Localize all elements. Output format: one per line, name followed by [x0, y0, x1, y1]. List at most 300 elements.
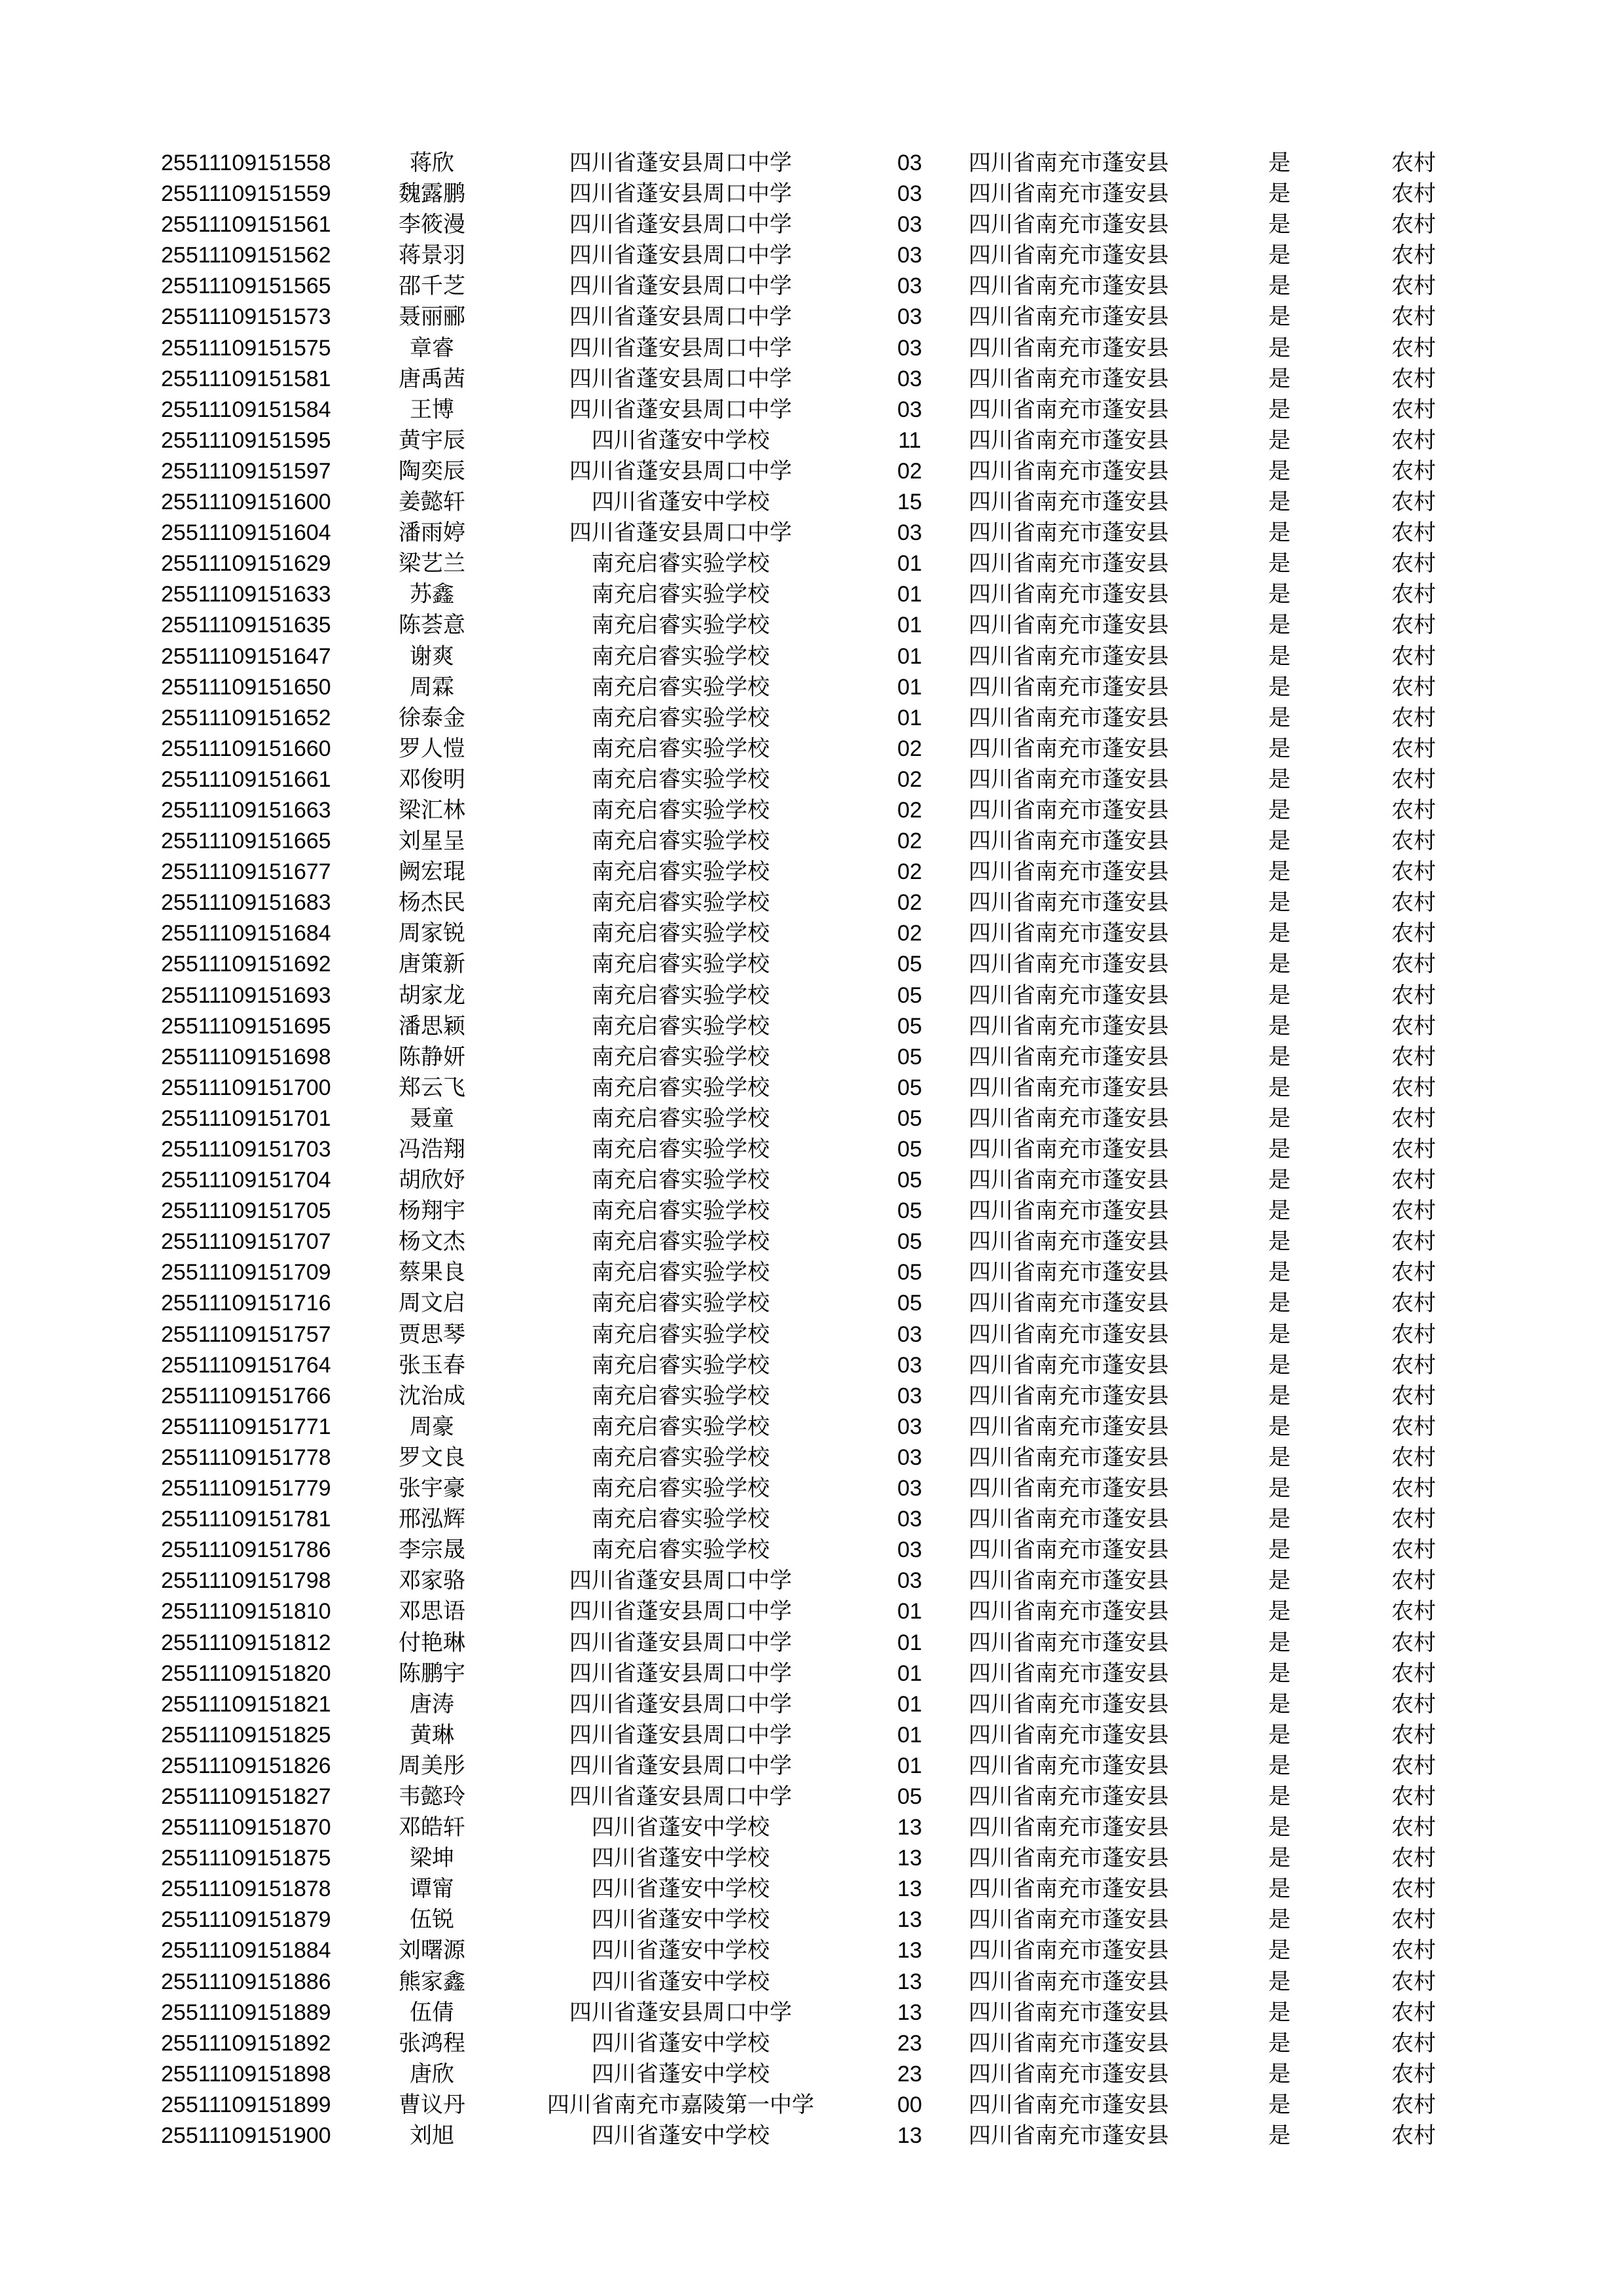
class-cell: 13 [897, 2123, 922, 2148]
residence-type-cell: 农村 [1391, 427, 1436, 453]
school-cell: 南充启睿实验学校 [592, 674, 770, 700]
region-cell: 四川省南充市蓬安县 [969, 2030, 1169, 2056]
table-row [0, 1073, 1623, 1103]
table-row [0, 857, 1623, 888]
class-cell: 01 [897, 1630, 922, 1655]
school-cell: 南充启睿实验学校 [592, 1168, 770, 1193]
exam-number-cell: 25511109151786 [161, 1537, 331, 1563]
student-name-cell: 唐策新 [399, 952, 465, 977]
table-row [0, 672, 1623, 703]
region-cell: 四川省南充市蓬安县 [969, 582, 1169, 607]
student-name-cell: 邵千芝 [399, 274, 465, 299]
student-name-cell: 贾思琴 [399, 1321, 465, 1347]
school-cell: 四川省蓬安县周口中学 [569, 1784, 792, 1809]
student-name-cell: 梁坤 [410, 1846, 454, 1871]
student-name-cell: 付艳琳 [399, 1630, 465, 1655]
region-cell: 四川省南充市蓬安县 [969, 1938, 1169, 1964]
region-cell: 四川省南充市蓬安县 [969, 766, 1169, 792]
table-row [0, 1350, 1623, 1381]
school-cell: 南充启睿实验学校 [592, 797, 770, 823]
exam-number-cell: 25511109151779 [161, 1476, 331, 1501]
region-cell: 四川省南充市蓬安县 [969, 151, 1169, 175]
residence-type-cell: 农村 [1391, 829, 1436, 854]
region-cell: 四川省南充市蓬安县 [969, 212, 1169, 238]
status-flag-cell: 是 [1268, 1784, 1291, 1809]
table-row [0, 1288, 1623, 1319]
residence-type-cell: 农村 [1391, 1722, 1436, 1748]
class-cell: 01 [897, 582, 922, 607]
residence-type-cell: 农村 [1391, 2061, 1436, 2087]
class-cell: 01 [897, 1753, 922, 1778]
region-cell: 四川省南充市蓬安县 [969, 427, 1169, 453]
school-cell: 四川省蓬安县周口中学 [569, 151, 792, 175]
residence-type-cell: 农村 [1391, 705, 1436, 730]
table-row [0, 1659, 1623, 1689]
region-cell: 四川省南充市蓬安县 [969, 736, 1169, 761]
region-cell: 四川省南充市蓬安县 [969, 335, 1169, 361]
table-row [0, 395, 1623, 425]
table-row [0, 826, 1623, 857]
student-name-cell: 刘星呈 [399, 829, 465, 854]
student-name-cell: 聂丽郦 [399, 304, 465, 330]
class-cell: 05 [897, 1198, 922, 1224]
student-name-cell: 徐泰金 [399, 705, 465, 730]
exam-number-cell: 25511109151700 [161, 1075, 331, 1100]
table-row [0, 1165, 1623, 1196]
status-flag-cell: 是 [1268, 1568, 1291, 1594]
region-cell: 四川省南充市蓬安县 [969, 2092, 1169, 2117]
status-flag-cell: 是 [1268, 1969, 1291, 1994]
class-cell: 02 [897, 797, 922, 823]
school-cell: 四川省蓬安县周口中学 [569, 366, 792, 391]
exam-number-cell: 25511109151899 [161, 2092, 331, 2117]
student-name-cell: 潘雨婷 [399, 520, 465, 546]
student-name-cell: 章睿 [410, 335, 454, 361]
region-cell: 四川省南充市蓬安县 [969, 490, 1169, 515]
student-name-cell: 伍倩 [410, 2000, 454, 2025]
region-cell: 四川省南充市蓬安县 [969, 797, 1169, 823]
residence-type-cell: 农村 [1391, 1876, 1436, 1902]
region-cell: 四川省南充市蓬安县 [969, 1414, 1169, 1439]
class-cell: 03 [897, 243, 922, 268]
class-cell: 15 [897, 490, 922, 515]
region-cell: 四川省南充市蓬安县 [969, 1969, 1169, 1994]
student-name-cell: 陈荟意 [399, 613, 465, 638]
school-cell: 南充启睿实验学校 [592, 982, 770, 1008]
data-table [0, 148, 1623, 2151]
student-name-cell: 谭甯 [410, 1876, 454, 1902]
status-flag-cell: 是 [1268, 151, 1291, 175]
exam-number-cell: 25511109151825 [161, 1722, 331, 1748]
class-cell: 05 [897, 1013, 922, 1039]
student-name-cell: 陈鹏宇 [399, 1660, 465, 1686]
table-row [0, 1381, 1623, 1412]
school-cell: 四川省蓬安中学校 [592, 2030, 770, 2056]
residence-type-cell: 农村 [1391, 643, 1436, 669]
student-name-cell: 姜懿轩 [399, 490, 465, 515]
table-row [0, 548, 1623, 579]
exam-number-cell: 25511109151778 [161, 1444, 331, 1470]
residence-type-cell: 农村 [1391, 304, 1436, 330]
status-flag-cell: 是 [1268, 490, 1291, 515]
table-row [0, 703, 1623, 734]
residence-type-cell: 农村 [1391, 1383, 1436, 1408]
status-flag-cell: 是 [1268, 1013, 1291, 1039]
table-row [0, 1751, 1623, 1782]
table-row [0, 1412, 1623, 1443]
student-name-cell: 周霖 [410, 674, 454, 700]
table-row [0, 1782, 1623, 1812]
residence-type-cell: 农村 [1391, 1229, 1436, 1255]
student-name-cell: 谢爽 [410, 643, 454, 669]
school-cell: 南充启睿实验学校 [592, 1537, 770, 1563]
residence-type-cell: 农村 [1391, 1352, 1436, 1378]
table-row [0, 333, 1623, 364]
exam-number-cell: 25511109151595 [161, 427, 331, 453]
status-flag-cell: 是 [1268, 1075, 1291, 1100]
table-row [0, 179, 1623, 209]
school-cell: 四川省蓬安县周口中学 [569, 1722, 792, 1748]
exam-number-cell: 25511109151781 [161, 1507, 331, 1532]
table-row [0, 1596, 1623, 1627]
residence-type-cell: 农村 [1391, 274, 1436, 299]
status-flag-cell: 是 [1268, 1352, 1291, 1378]
school-cell: 四川省蓬安县周口中学 [569, 1660, 792, 1686]
class-cell: 11 [898, 427, 921, 453]
student-name-cell: 刘旭 [410, 2123, 454, 2148]
exam-number-cell: 25511109151695 [161, 1013, 331, 1039]
exam-number-cell: 25511109151766 [161, 1383, 331, 1408]
status-flag-cell: 是 [1268, 1260, 1291, 1285]
region-cell: 四川省南充市蓬安县 [969, 921, 1169, 946]
region-cell: 四川省南充市蓬安县 [969, 1321, 1169, 1347]
class-cell: 03 [897, 366, 922, 391]
region-cell: 四川省南充市蓬安县 [969, 551, 1169, 577]
region-cell: 四川省南充市蓬安县 [969, 304, 1169, 330]
class-cell: 03 [897, 1507, 922, 1532]
school-cell: 四川省蓬安县周口中学 [569, 1630, 792, 1655]
student-name-cell: 周美彤 [399, 1753, 465, 1778]
status-flag-cell: 是 [1268, 2061, 1291, 2087]
status-flag-cell: 是 [1268, 890, 1291, 916]
residence-type-cell: 农村 [1391, 551, 1436, 577]
student-name-cell: 邢泓辉 [399, 1507, 465, 1532]
school-cell: 四川省蓬安县周口中学 [569, 274, 792, 299]
school-cell: 南充启睿实验学校 [592, 613, 770, 638]
school-cell: 四川省蓬安县周口中学 [569, 243, 792, 268]
region-cell: 四川省南充市蓬安县 [969, 520, 1169, 546]
region-cell: 四川省南充市蓬安县 [969, 1383, 1169, 1408]
residence-type-cell: 农村 [1391, 1291, 1436, 1316]
exam-number-cell: 25511109151716 [161, 1291, 331, 1316]
school-cell: 南充启睿实验学校 [592, 1444, 770, 1470]
school-cell: 四川省蓬安县周口中学 [569, 181, 792, 207]
student-name-cell: 罗文良 [399, 1444, 465, 1470]
region-cell: 四川省南充市蓬安县 [969, 1137, 1169, 1162]
exam-number-cell: 25511109151826 [161, 1753, 331, 1778]
residence-type-cell: 农村 [1391, 458, 1436, 484]
class-cell: 13 [897, 1907, 922, 1933]
class-cell: 02 [897, 921, 922, 946]
status-flag-cell: 是 [1268, 1137, 1291, 1162]
class-cell: 13 [897, 2000, 922, 2025]
school-cell: 南充启睿实验学校 [592, 1229, 770, 1255]
table-row [0, 918, 1623, 949]
class-cell: 02 [897, 766, 922, 792]
school-cell: 南充启睿实验学校 [592, 1414, 770, 1439]
class-cell: 02 [897, 458, 922, 484]
exam-number-cell: 25511109151771 [161, 1414, 331, 1439]
residence-type-cell: 农村 [1391, 1753, 1436, 1778]
class-cell: 02 [897, 890, 922, 916]
school-cell: 四川省蓬安县周口中学 [569, 397, 792, 422]
region-cell: 四川省南充市蓬安县 [969, 952, 1169, 977]
status-flag-cell: 是 [1268, 766, 1291, 792]
school-cell: 南充启睿实验学校 [592, 1260, 770, 1285]
student-name-cell: 王博 [410, 397, 454, 422]
residence-type-cell: 农村 [1391, 1137, 1436, 1162]
student-name-cell: 郑云飞 [399, 1075, 465, 1100]
status-flag-cell: 是 [1268, 304, 1291, 330]
exam-number-cell: 25511109151652 [161, 705, 331, 730]
residence-type-cell: 农村 [1391, 1507, 1436, 1532]
residence-type-cell: 农村 [1391, 1260, 1436, 1285]
region-cell: 四川省南充市蓬安县 [969, 890, 1169, 916]
table-row [0, 734, 1623, 764]
class-cell: 03 [897, 1383, 922, 1408]
region-cell: 四川省南充市蓬安县 [969, 243, 1169, 268]
residence-type-cell: 农村 [1391, 151, 1436, 175]
student-name-cell: 张鸿程 [399, 2030, 465, 2056]
class-cell: 05 [897, 1229, 922, 1255]
region-cell: 四川省南充市蓬安县 [969, 674, 1169, 700]
table-row [0, 795, 1623, 826]
residence-type-cell: 农村 [1391, 1938, 1436, 1964]
status-flag-cell: 是 [1268, 458, 1291, 484]
class-cell: 03 [897, 1352, 922, 1378]
class-cell: 13 [897, 1938, 922, 1964]
exam-number-cell: 25511109151558 [161, 151, 331, 175]
region-cell: 四川省南充市蓬安县 [969, 1444, 1169, 1470]
school-cell: 南充启睿实验学校 [592, 1075, 770, 1100]
student-name-cell: 唐欣 [410, 2061, 454, 2087]
residence-type-cell: 农村 [1391, 1476, 1436, 1501]
status-flag-cell: 是 [1268, 613, 1291, 638]
school-cell: 四川省蓬安中学校 [592, 2123, 770, 2148]
exam-number-cell: 25511109151898 [161, 2061, 331, 2087]
class-cell: 05 [897, 952, 922, 977]
class-cell: 00 [897, 2092, 922, 2117]
student-name-cell: 唐涛 [410, 1691, 454, 1717]
table-row [0, 1103, 1623, 1134]
school-cell: 南充启睿实验学校 [592, 1137, 770, 1162]
region-cell: 四川省南充市蓬安县 [969, 2061, 1169, 2087]
school-cell: 南充启睿实验学校 [592, 1383, 770, 1408]
school-cell: 南充启睿实验学校 [592, 1044, 770, 1069]
region-cell: 四川省南充市蓬安县 [969, 1105, 1169, 1131]
region-cell: 四川省南充市蓬安县 [969, 1198, 1169, 1224]
student-name-cell: 梁艺兰 [399, 551, 465, 577]
status-flag-cell: 是 [1268, 1476, 1291, 1501]
school-cell: 南充启睿实验学校 [592, 829, 770, 854]
class-cell: 13 [897, 1815, 922, 1840]
status-flag-cell: 是 [1268, 1599, 1291, 1624]
status-flag-cell: 是 [1268, 1291, 1291, 1316]
table-row [0, 1689, 1623, 1720]
residence-type-cell: 农村 [1391, 1691, 1436, 1717]
residence-type-cell: 农村 [1391, 1907, 1436, 1933]
exam-number-cell: 25511109151665 [161, 829, 331, 854]
school-cell: 南充启睿实验学校 [592, 643, 770, 669]
exam-number-cell: 25511109151661 [161, 766, 331, 792]
region-cell: 四川省南充市蓬安县 [969, 1846, 1169, 1871]
status-flag-cell: 是 [1268, 1414, 1291, 1439]
status-flag-cell: 是 [1268, 952, 1291, 977]
status-flag-cell: 是 [1268, 1383, 1291, 1408]
region-cell: 四川省南充市蓬安县 [969, 274, 1169, 299]
exam-number-cell: 25511109151821 [161, 1691, 331, 1717]
exam-number-cell: 25511109151573 [161, 304, 331, 330]
residence-type-cell: 农村 [1391, 1013, 1436, 1039]
residence-type-cell: 农村 [1391, 1846, 1436, 1871]
student-name-cell: 张宇豪 [399, 1476, 465, 1501]
table-row [0, 1134, 1623, 1165]
class-cell: 01 [897, 705, 922, 730]
student-name-cell: 魏露鹏 [399, 181, 465, 207]
table-row [0, 610, 1623, 641]
region-cell: 四川省南充市蓬安县 [969, 1660, 1169, 1686]
class-cell: 01 [897, 1660, 922, 1686]
status-flag-cell: 是 [1268, 1753, 1291, 1778]
class-cell: 01 [897, 674, 922, 700]
class-cell: 13 [897, 1876, 922, 1902]
status-flag-cell: 是 [1268, 1168, 1291, 1193]
exam-number-cell: 25511109151764 [161, 1352, 331, 1378]
status-flag-cell: 是 [1268, 1537, 1291, 1563]
student-name-cell: 潘思颖 [399, 1013, 465, 1039]
status-flag-cell: 是 [1268, 243, 1291, 268]
school-cell: 南充启睿实验学校 [592, 1105, 770, 1131]
residence-type-cell: 农村 [1391, 1044, 1436, 1069]
student-name-cell: 聂童 [410, 1105, 454, 1131]
residence-type-cell: 农村 [1391, 181, 1436, 207]
region-cell: 四川省南充市蓬安县 [969, 1815, 1169, 1840]
region-cell: 四川省南充市蓬安县 [969, 859, 1169, 885]
status-flag-cell: 是 [1268, 1846, 1291, 1871]
residence-type-cell: 农村 [1391, 674, 1436, 700]
residence-type-cell: 农村 [1391, 1414, 1436, 1439]
status-flag-cell: 是 [1268, 921, 1291, 946]
region-cell: 四川省南充市蓬安县 [969, 1876, 1169, 1902]
school-cell: 南充启睿实验学校 [592, 1476, 770, 1501]
class-cell: 05 [897, 982, 922, 1008]
exam-number-cell: 25511109151878 [161, 1876, 331, 1902]
school-cell: 南充启睿实验学校 [592, 766, 770, 792]
exam-number-cell: 25511109151692 [161, 952, 331, 977]
student-name-cell: 陈静妍 [399, 1044, 465, 1069]
school-cell: 四川省蓬安县周口中学 [569, 1599, 792, 1624]
school-cell: 南充启睿实验学校 [592, 890, 770, 916]
table-row [0, 1257, 1623, 1288]
table-row [0, 1535, 1623, 1566]
student-name-cell: 杨翔宇 [399, 1198, 465, 1224]
residence-type-cell: 农村 [1391, 1537, 1436, 1563]
status-flag-cell: 是 [1268, 551, 1291, 577]
exam-number-cell: 25511109151889 [161, 2000, 331, 2025]
class-cell: 05 [897, 1260, 922, 1285]
residence-type-cell: 农村 [1391, 952, 1436, 977]
student-name-cell: 冯浩翔 [399, 1137, 465, 1162]
student-name-cell: 邓家骆 [399, 1568, 465, 1594]
table-row [0, 487, 1623, 518]
region-cell: 四川省南充市蓬安县 [969, 1168, 1169, 1193]
residence-type-cell: 农村 [1391, 2123, 1436, 2148]
residence-type-cell: 农村 [1391, 1599, 1436, 1624]
school-cell: 南充启睿实验学校 [592, 1321, 770, 1347]
student-name-cell: 胡欣妤 [399, 1168, 465, 1193]
student-name-cell: 李筱漫 [399, 212, 465, 238]
region-cell: 四川省南充市蓬安县 [969, 2123, 1169, 2148]
school-cell: 四川省蓬安中学校 [592, 1846, 770, 1871]
residence-type-cell: 农村 [1391, 1444, 1436, 1470]
status-flag-cell: 是 [1268, 705, 1291, 730]
region-cell: 四川省南充市蓬安县 [969, 1260, 1169, 1285]
school-cell: 南充启睿实验学校 [592, 736, 770, 761]
status-flag-cell: 是 [1268, 427, 1291, 453]
residence-type-cell: 农村 [1391, 1105, 1436, 1131]
status-flag-cell: 是 [1268, 736, 1291, 761]
status-flag-cell: 是 [1268, 274, 1291, 299]
table-row [0, 518, 1623, 548]
student-name-cell: 梁汇林 [399, 797, 465, 823]
class-cell: 03 [897, 181, 922, 207]
class-cell: 03 [897, 274, 922, 299]
table-row [0, 271, 1623, 302]
region-cell: 四川省南充市蓬安县 [969, 1630, 1169, 1655]
status-flag-cell: 是 [1268, 2030, 1291, 2056]
student-name-cell: 黄宇辰 [399, 427, 465, 453]
table-row [0, 456, 1623, 487]
class-cell: 03 [897, 335, 922, 361]
class-cell: 03 [897, 1414, 922, 1439]
exam-number-cell: 25511109151562 [161, 243, 331, 268]
table-row [0, 425, 1623, 456]
student-name-cell: 黄琳 [410, 1722, 454, 1748]
student-name-cell: 周文启 [399, 1291, 465, 1316]
residence-type-cell: 农村 [1391, 490, 1436, 515]
region-cell: 四川省南充市蓬安县 [969, 1352, 1169, 1378]
residence-type-cell: 农村 [1391, 1660, 1436, 1686]
class-cell: 01 [897, 1691, 922, 1717]
status-flag-cell: 是 [1268, 643, 1291, 669]
status-flag-cell: 是 [1268, 829, 1291, 854]
residence-type-cell: 农村 [1391, 366, 1436, 391]
table-row [0, 1566, 1623, 1596]
status-flag-cell: 是 [1268, 797, 1291, 823]
table-row [0, 1011, 1623, 1042]
student-name-cell: 周家锐 [399, 921, 465, 946]
exam-number-cell: 25511109151584 [161, 397, 331, 422]
exam-number-cell: 25511109151709 [161, 1260, 331, 1285]
class-cell: 03 [897, 520, 922, 546]
table-row [0, 980, 1623, 1011]
status-flag-cell: 是 [1268, 1105, 1291, 1131]
student-name-cell: 刘曙源 [399, 1938, 465, 1964]
residence-type-cell: 农村 [1391, 2000, 1436, 2025]
region-cell: 四川省南充市蓬安县 [969, 1291, 1169, 1316]
exam-number-cell: 25511109151660 [161, 736, 331, 761]
exam-number-cell: 25511109151827 [161, 1784, 331, 1809]
